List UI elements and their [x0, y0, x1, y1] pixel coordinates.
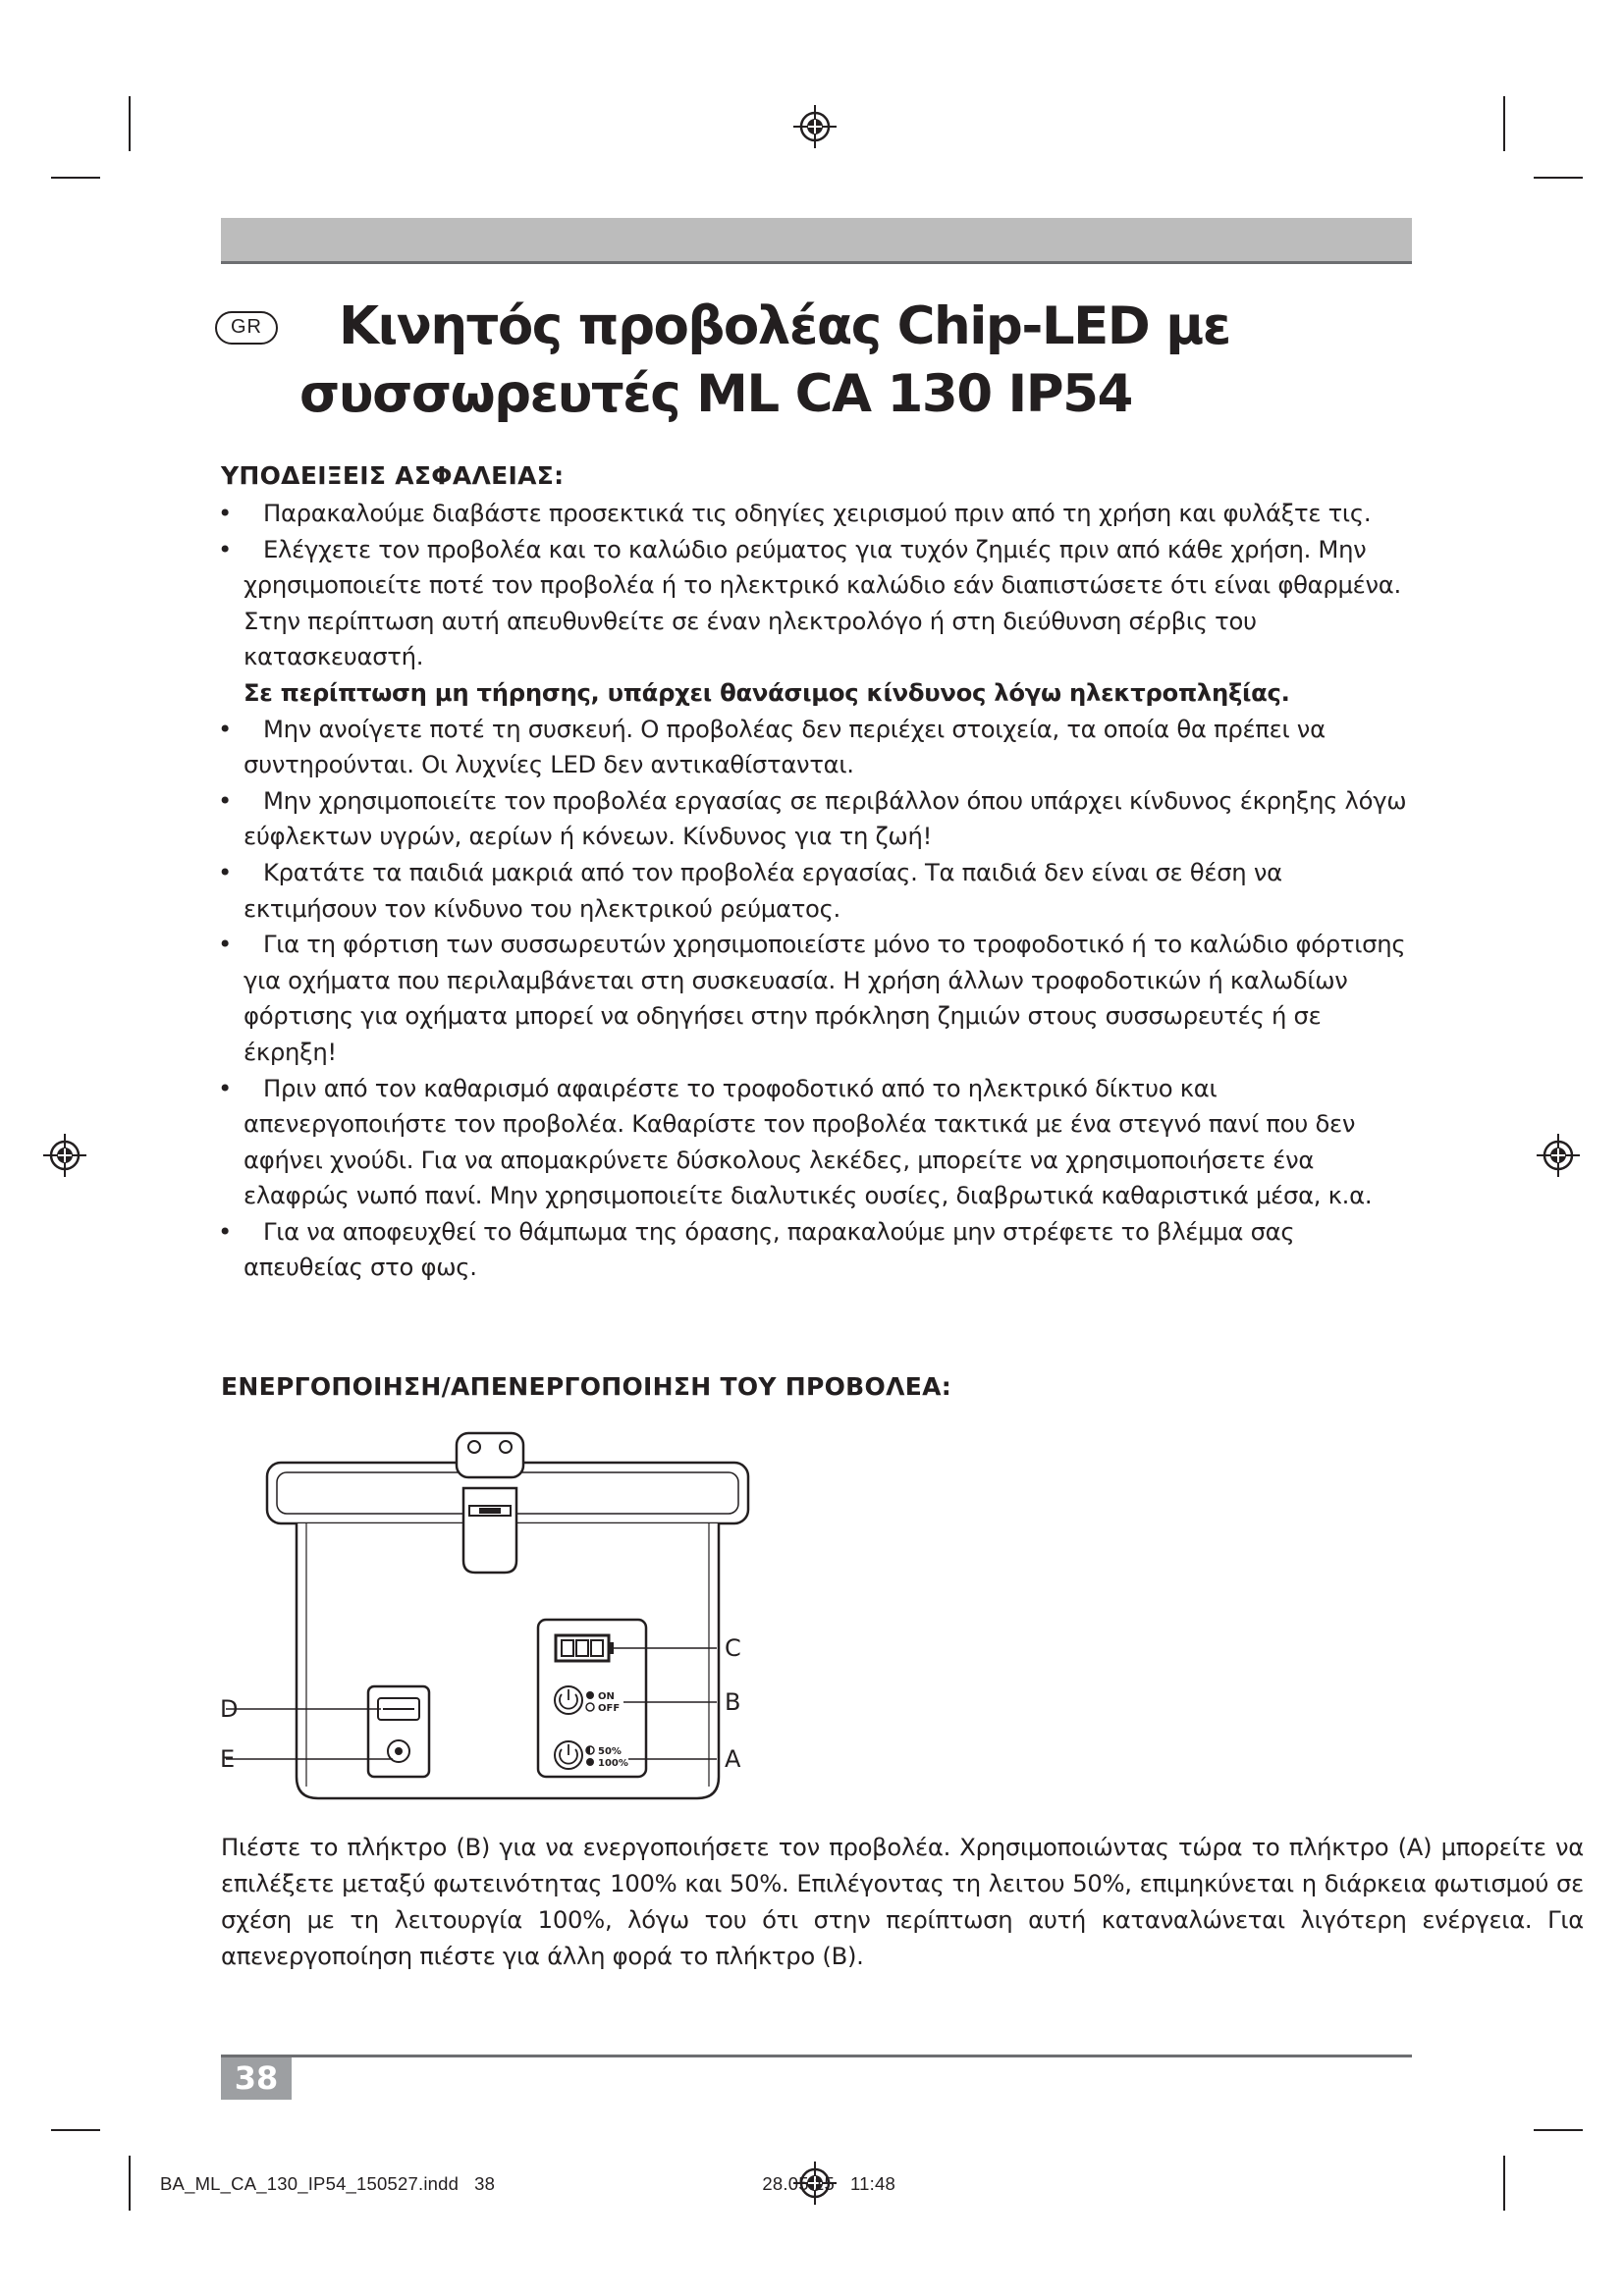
header-bar [221, 218, 1412, 264]
label-c: C [725, 1634, 741, 1662]
warning-text: Σε περίπτωση μη τήρησης, υπάρχει θανάσιμος κίνδυνος λόγω ηλεκτροπληξίας. [244, 677, 1290, 707]
mode-100-label: 100% [598, 1758, 628, 1769]
list-item-text: Ελέγχετε τον προβολέα και το καλώδιο ρεύματος για τυχόν ζημιές πριν από κάθε χρήση. Μην χρησιμοποιείτε ποτέ τον προβολέα ή το ηλεκτρικό καλώδιο εάν διαπιστώσετε ότι είναι φθαρμένα. Στην περίπτωση αυτή απευθυνθείτε σε έναν ηλεκτρολόγο ή στη διεύθυνση σέρβις του κατασκευαστή. [244, 534, 1401, 671]
bullet: • [218, 1073, 233, 1102]
crop-mark-top-right-horizontal [1534, 177, 1583, 179]
print-slug: BA_ML_CA_130_IP54_150527.indd 38 28.05.15 11:48 [160, 2173, 895, 2194]
switch-on-label: ON [598, 1691, 615, 1702]
crop-mark-bottom-right-vertical [1503, 2156, 1505, 2211]
crop-mark-bottom-left-horizontal [51, 2129, 100, 2131]
list-item-text: Μην ανοίγετε ποτέ τη συσκευή. Ο προβολέας δεν περιέχει στοιχεία, τα οποία θα πρέπει να συντηρούνται. Οι λυχνίες LED δεν αντικαθίστανται. [244, 714, 1326, 779]
label-e: E [220, 1745, 236, 1773]
list-item [218, 532, 1416, 712]
bullet: • [218, 714, 233, 743]
list-item [218, 783, 1416, 855]
list-item-text: Για τη φόρτιση των συσσωρευτών χρησιμοποιείστε μόνο το τροφοδοτικό ή το καλώδιο φόρτισης για οχήματα που περιλαμβάνεται στη συσκευασία. Η χρήση άλλων τροφοδοτικών ή καλωδίων φόρτισης για οχήματα μπορεί να οδηγήσει στην πρόκληση ζημιών στους συσσωρευτές ή σε έκρηξη! [244, 930, 1406, 1066]
footer-rule [221, 2055, 1412, 2057]
bullet: • [218, 785, 233, 815]
safety-list [218, 496, 1416, 1286]
switch-off-label: OFF [598, 1703, 621, 1714]
list-item-text: Μην χρησιμοποιείτε τον προβολέα εργασίας σε περιβάλλον όπου υπάρχει κίνδυνος έκρηξης λόγω εύφλεκτων υγρών, αερίων ή κόνεων. Κίνδυνος για τη ζωή! [244, 785, 1407, 851]
bullet: • [218, 1216, 233, 1246]
crop-mark-top-right-vertical [1503, 96, 1505, 151]
device-figure [206, 1423, 835, 1816]
crop-mark-bottom-left-vertical [129, 2156, 131, 2211]
language-badge: GR [215, 311, 278, 345]
mode-50-label: 50% [598, 1746, 622, 1757]
registration-mark-left-icon [41, 1132, 88, 1179]
list-item-text: Παρακαλούμε διαβάστε προσεκτικά τις οδηγίες χειρισμού πριν από τη χρήση και φυλάξτε τις. [263, 499, 1372, 527]
list-item [218, 496, 1416, 532]
page-number: 38 [221, 2057, 292, 2100]
operation-heading: ΕΝΕΡΓΟΠΟΙΗΣΗ/ΑΠΕΝΕΡΓΟΠΟΙΗΣΗ ΤΟΥ ΠΡΟΒΟΛΕΑ: [221, 1372, 952, 1401]
title-line-2: συσσωρευτές ML CA 130 IP54 [299, 364, 1132, 424]
crop-mark-bottom-right-horizontal [1534, 2129, 1583, 2131]
list-item-text: Κρατάτε τα παιδιά μακριά από τον προβολέα εργασίας. Τα παιδιά δεν είναι σε θέση να εκτιμήσουν τον κίνδυνο του ηλεκτρικού ρεύματος. [244, 857, 1282, 923]
label-a: A [725, 1745, 741, 1773]
list-item [218, 712, 1416, 783]
page-title [299, 293, 1380, 428]
registration-mark-right-icon [1535, 1132, 1582, 1179]
bullet: • [218, 857, 233, 886]
bullet: • [218, 534, 233, 563]
list-item [218, 1214, 1416, 1286]
list-item [218, 1071, 1416, 1214]
list-item-text: Για να αποφευχθεί το θάμπωμα της όρασης, παρακαλούμε μην στρέφετε το βλέμμα σας απευθείας στο φως. [244, 1216, 1295, 1282]
bullet: • [218, 499, 233, 527]
list-item-text: Πριν από τον καθαρισμό αφαιρέστε το τροφοδοτικό από το ηλεκτρικό δίκτυο και απενεργοποιήστε τον προβολέα. Καθαρίστε τον προβολέα τακτικά με ένα στεγνό πανί που δεν αφήνει χνούδι. Για να απομακρύνετε δύσκολους λεκέδες, μπορείτε να χρησιμοποιήσετε ένα ελαφρώς νωπό πανί. Μην χρησιμοποιείτε διαλυτικές ουσίες, διαβρωτικά καθαριστικά μέσα, κ.α. [244, 1073, 1373, 1210]
list-item [218, 927, 1416, 1070]
operation-paragraph: Πιέστε το πλήκτρο (B) για να ενεργοποιήσετε τον προβολέα. Χρησιμοποιώντας τώρα το πλήκτρο (A) μπορείτε να επιλέξετε μεταξύ φωτεινότητας 100% και 50%. Επιλέγοντας τη λειτου 50%, επιμηκύνεται η διάρκεια φωτισμού σε σχέση με τη λειτουργία 100%, λόγω του ότι στην περίπτωση αυτή καταναλώνεται λιγότερη ενέργεια. Για απενεργοποίηση πιέστε για άλλη φορά το πλήκτρο (B). [221, 1833, 1584, 1970]
crop-mark-top-left-vertical [129, 96, 131, 151]
list-item [218, 855, 1416, 927]
safety-heading: ΥΠΟΔΕΙΞΕΙΣ ΑΣΦΑΛΕΙΑΣ: [221, 461, 565, 490]
crop-mark-top-left-horizontal [51, 177, 100, 179]
bullet: • [218, 930, 233, 959]
registration-mark-top-icon [791, 103, 839, 150]
label-d: D [220, 1695, 239, 1723]
title-line-1: Κινητός προβολέας Chip-LED με [339, 296, 1230, 356]
device-illustration [206, 1423, 835, 1816]
label-b: B [725, 1688, 741, 1716]
